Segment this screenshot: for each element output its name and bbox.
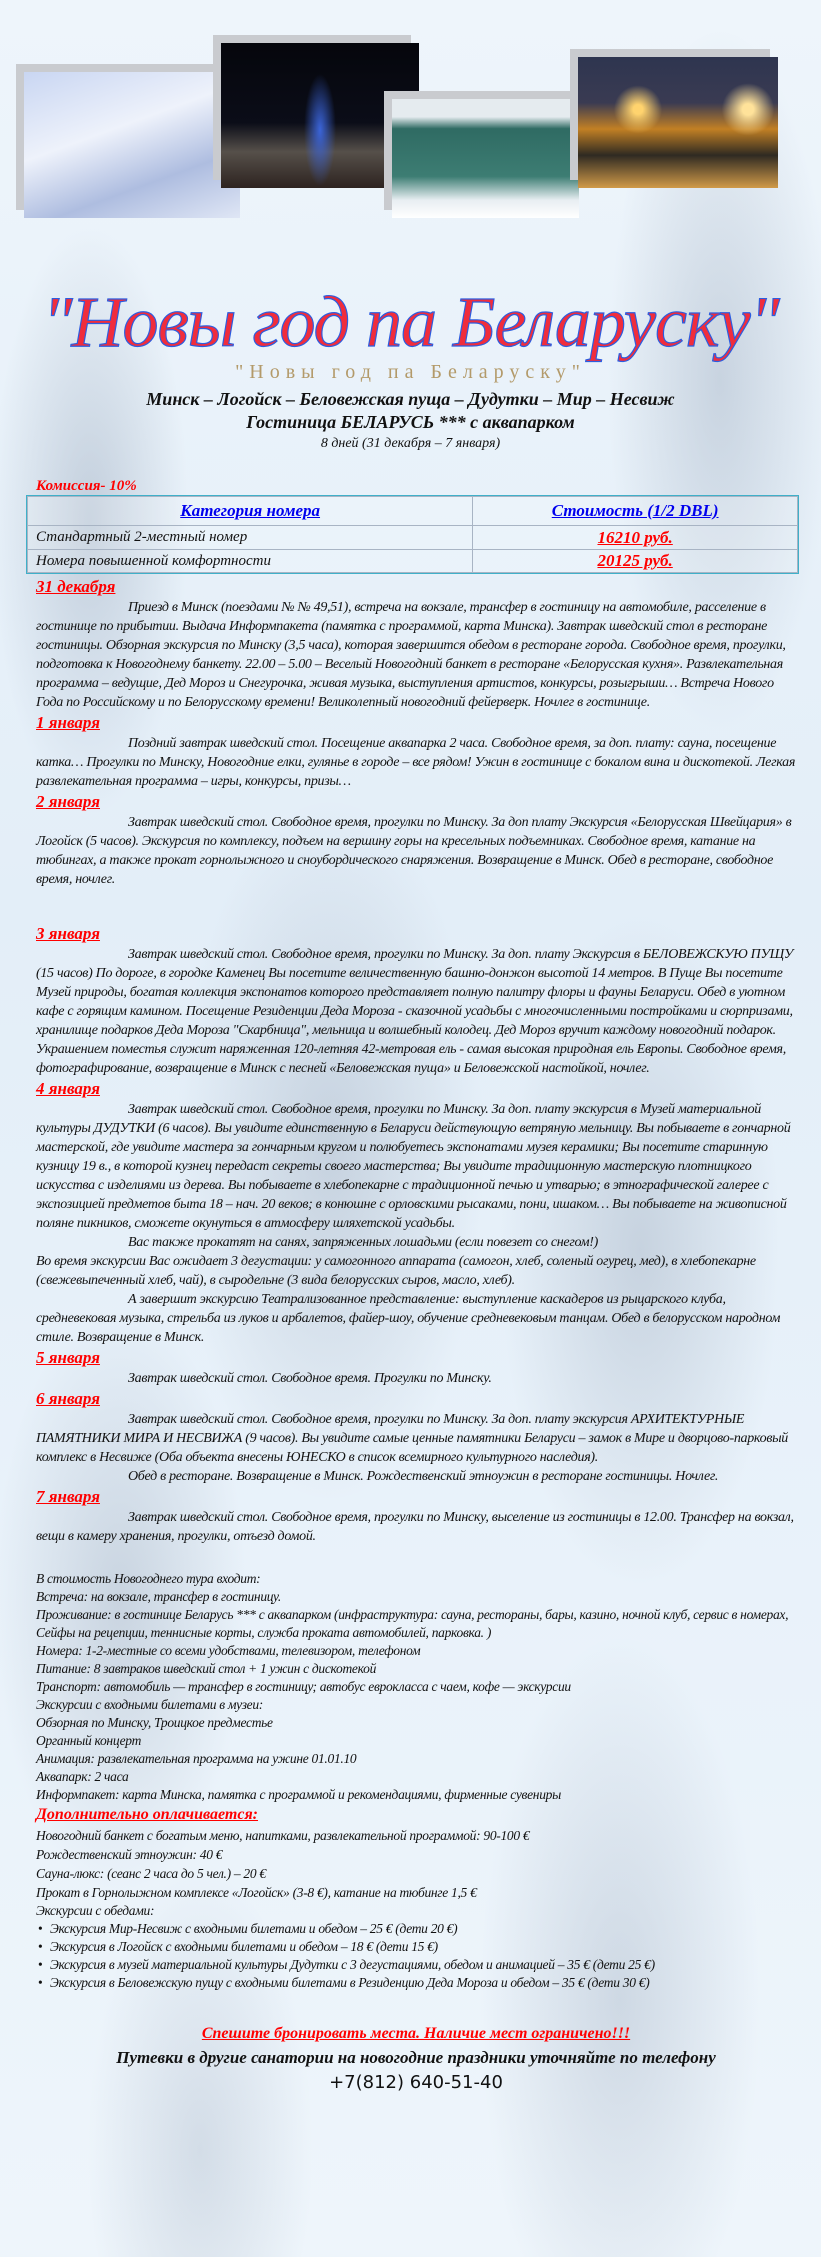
day-text: Вас также прокатят на санях, запряженных лошадьми (если повезет со снегом!) [128, 1235, 599, 1250]
excursion-item: • Экскурсия в Беловежскую пущу с входными билетами в Резиденцию Деда Мороза и обедом – 35 € (дети 30 €) [36, 1974, 796, 1992]
included-item: Анимация: развлекательная программа на ужине 01.01.10 [36, 1751, 357, 1766]
day-date: 7 января [36, 1487, 100, 1506]
room-price: 16210 руб. [473, 526, 798, 550]
included-item: Номера: 1-2-местные со всеми удобствами, телевизором, телефоном [36, 1643, 421, 1658]
included-item: Проживание: в гостинице Беларусь *** с аквапарком (инфраструктура: сауна, рестораны, бары, казино, ночной клуб, сервис в номерах, Сейфы на рецепции, теннисные корты, служба проката автомобилей, парковка. ) [36, 1607, 789, 1640]
extra-item: Рождественский этноужин: 40 € [36, 1847, 223, 1862]
included-item: Аквапарк: 2 часа [36, 1769, 129, 1784]
included-item: В стоимость Новогоднего тура входит: [36, 1571, 261, 1586]
day-text: Завтрак шведский стол. Свободное время, прогулки по Минску. За доп плату Экскурсия «Белорусская Швейцария» в Логойск (5 часов). Экскурсия по комплексу, подъем на вершину горы на кресельных подъемниках. Свободное время, катание на тюбингах, а также прокат горнолыжного и сноубордического снаряжения. Возвращение в Минск. Обед в ресторане, свободное время, ночлег. [36, 815, 792, 887]
day-text: Завтрак шведский стол. Свободное время, прогулки по Минску, выселение из гостиницы в 12.00. Трансфер на вокзал, вещи в камеру хранения, прогулки, отъезд домой. [36, 1510, 794, 1544]
phone-number[interactable]: +7(812) 640-51-40 [329, 2072, 503, 2093]
day-jan4 [36, 1078, 796, 1347]
ski-resort-photo [392, 99, 579, 218]
program-content [36, 576, 796, 2136]
day-text: Во время экскурсии Вас ожидает 3 дегустации: у самогонного аппарата (самогон, хлеб, соленый огурец, мед), в хлебопекарне (свежевыпеченный хлеб, чай), в сыродельне (3 вида белорусских сыров, масло, хлеб). [36, 1254, 756, 1288]
day-jan1 [36, 712, 796, 791]
booking-notice: Спешите бронировать места. Наличие мест ограничено!!! [201, 2025, 631, 2042]
extra-item: Сауна-люкс: (сеанс 2 часа до 5 чел.) – 20 € [36, 1866, 266, 1881]
day-text: Приезд в Минск (поездами № № 49,51), встреча на вокзале, трансфер в гостиницу на автомобиле, расселение в гостинице по прибытии. Выдача Информпакета (памятка с программой, карта Минска). Завтрак шведский стол в ресторане гостиницы. Обзорная экскурсия по Минску (3,5 часа), которая завершится обедом в ресторане города. Свободное время, прогулки, подготовка к Новогоднему банкету. 22.00 – 5.00 – Веселый Новогодний банкет в ресторане «Белорусская кухня». Развлекательная программа – ведущие, Дед Мороз и Снегурочка, живая музыка, выступления артистов, конкурсы, розыгрыши… Встреча Нового Года по Российскому и по Белорусскому времени! Великолепный новогодний фейерверк. Ночлег в гостинице. [36, 600, 786, 710]
price-table [27, 496, 798, 573]
included-item: Информпакет: карта Минска, памятка с программой и рекомендациями, фирменные сувениры [36, 1787, 561, 1802]
day-jan5 [36, 1347, 796, 1388]
included-item: Встреча: на вокзале, трансфер в гостиницу. [36, 1589, 281, 1604]
day-date: 31 декабря [36, 577, 116, 596]
table-row [28, 526, 798, 550]
table-header-row [28, 497, 798, 526]
day-jan7 [36, 1486, 796, 1546]
extra-item: Новогодний банкет с богатым меню, напитками, развлекательной программой: 90-100 € [36, 1828, 530, 1843]
included-item: Транспорт: автомобиль — трансфер в гостиницу; автобус еврокласса с чаем, кофе — экскурсии [36, 1679, 571, 1694]
included-list [36, 1570, 796, 1992]
phone-note: Путевки в другие санатории на новогодние праздники уточняйте по телефону [116, 2048, 716, 2067]
day-date: 1 января [36, 713, 100, 732]
excursion-item: • Экскурсия в Логойск с входными билетами и обедом – 18 € (дети 15 €) [36, 1938, 796, 1956]
excursion-item: • Экскурсия в музей материальной культуры Дудутки с 3 дегустациями, обедом и анимацией – 35 € (дети 25 €) [36, 1956, 796, 1974]
extras-heading: Дополнительно оплачивается: [36, 1806, 259, 1823]
excursion-item: • Экскурсия Мир-Несвиж с входными билетами и обедом – 25 € (дети 20 €) [36, 1920, 796, 1938]
day-jan6 [36, 1388, 796, 1486]
winter-forest-photo [24, 72, 240, 218]
route: Минск – Логойск – Беловежская пуща – Дудутки – Мир – Несвиж [146, 389, 675, 409]
included-item: Питание: 8 завтраков шведский стол + 1 ужин с дискотекой [36, 1661, 377, 1676]
included-item: Органный концерт [36, 1733, 142, 1748]
extra-item: Прокат в Горнолыжном комплексе «Логойск» (3-8 €), катание на тюбинге 1,5 € [36, 1885, 477, 1900]
christmas-tree-photo [221, 43, 419, 188]
day-text: Завтрак шведский стол. Свободное время. Прогулки по Минску. [128, 1371, 492, 1386]
table-row [28, 550, 798, 573]
day-text: Обед в ресторане. Возвращение в Минск. Рождественский этноужин в ресторане гостиницы. Ночлег. [128, 1469, 719, 1484]
night-bridge-photo [578, 57, 778, 188]
day-date: 2 января [36, 792, 100, 811]
commission: Комиссия- 10% [36, 478, 137, 494]
day-dec31 [36, 576, 796, 712]
header-cost: Стоимость (1/2 DBL) [473, 497, 798, 526]
included-item: Экскурсии с входными билетами в музеи: [36, 1697, 263, 1712]
room-category: Стандартный 2-местный номер [28, 526, 473, 550]
duration: 8 дней (31 декабря – 7 января) [320, 436, 501, 451]
day-date: 6 января [36, 1389, 100, 1408]
header-category: Категория номера [28, 497, 473, 526]
extra-item: Экскурсии с обедами: [36, 1903, 155, 1918]
room-price: 20125 руб. [473, 550, 798, 573]
included-item: Обзорная по Минску, Троицкое предместье [36, 1715, 273, 1730]
day-text: Завтрак шведский стол. Свободное время, прогулки по Минску. За доп. плату экскурсия в Музей материальной культуры ДУДУТКИ (6 часов). Вы увидите единственную в Беларуси действующую ветряную мельницу. Вы побываете в гончарной мастерской, где увидите мастера за гончарным кругом и полюбуетесь экспонатами музея керамики; Вы посетите старинную кузницу 19 в., в которой кузнец передаст секреты своего мастерства; Вы увидите традиционную мастерскую плотницкого искусства с изделиями из дерева. Вы побываете в хлебопекарне с традиционной печью и утварью; в этнографической галерее с экспозицией предметов быта 18 – нач. 20 веков; в конюшне с орловскими рысаками, пони, ишаком… Вы побываете на живописной поляне пикников, сможете окунуться в атмосферу шляхетской усадьбы. [36, 1102, 791, 1231]
day-text: Завтрак шведский стол. Свободное время, прогулки по Минску. За доп. плату Экскурсия в БЕЛОВЕЖСКУЮ ПУЩУ (15 часов) По дороге, в городке Каменец Вы посетите величественную башню-донжон высотой 14 метров. В Пуще Вы посетите Музей природы, богатая коллекция экспонатов которого представляет полную палитру флоры и фауны Беларуси. Обед в уютном кафе с горящим камином. Посещение Резиденции Деда Мороза - сказочной усадьбы с многочисленными постройками и сюрпризами, хранилище подарков Деда Мороза "Скарбница", мельница и волшебный колодец. Дед Мороз вручит каждому новогодний подарок. Украшением поместья служит наряженная 120-летняя 42-метровая ель - самая высокая природная ель Европы. Свободное время, фотографирование, возвращение в Минск с песней «Беловежская пуща» и Беловежской настойкой, ночлег. [36, 947, 793, 1076]
day-date: 4 января [36, 1079, 100, 1098]
day-jan3 [36, 923, 796, 1078]
day-date: 3 января [36, 924, 100, 943]
day-text: Завтрак шведский стол. Свободное время, прогулки по Минску. За доп. плату экскурсия АРХИТЕКТУРНЫЕ ПАМЯТНИКИ МИРА И НЕСВИЖА (9 часов). Вы увидите самые ценные памятники Беларуси – замок в Мире и дворцово-парковый комплекс в Несвиже (Оба объекта внесены ЮНЕСКО в список всемирного культурного наследия). [36, 1412, 789, 1465]
hotel: Гостиница БЕЛАРУСЬ *** с аквапарком [246, 412, 575, 432]
day-text: Поздний завтрак шведский стол. Посещение аквапарка 2 часа. Свободное время, за доп. плату: сауна, посещение катка… Прогулки по Минску, Новогодние елки, гулянье в городе – все рядом! Ужин в гостинице с бокалом вина и дискотекой. Легкая развлекательная программа – игры, конкурсы, призы… [36, 736, 796, 789]
page-title: "Новы год па Беларуску" [42, 282, 779, 362]
day-date: 5 января [36, 1348, 100, 1367]
title-reflection: "Новы год па Беларуску" [235, 361, 586, 383]
day-text: А завершит экскурсию Театрализованное представление: выступление каскадеров из рыцарского клуба, средневековая музыка, стрельба из луков и арбалетов, файер-шоу, обучение средневековым танцам. Обед в белорусском народном стиле. Возвращение в Минск. [36, 1292, 781, 1345]
day-jan2 [36, 791, 796, 889]
room-category: Номера повышенной комфортности [28, 550, 473, 573]
